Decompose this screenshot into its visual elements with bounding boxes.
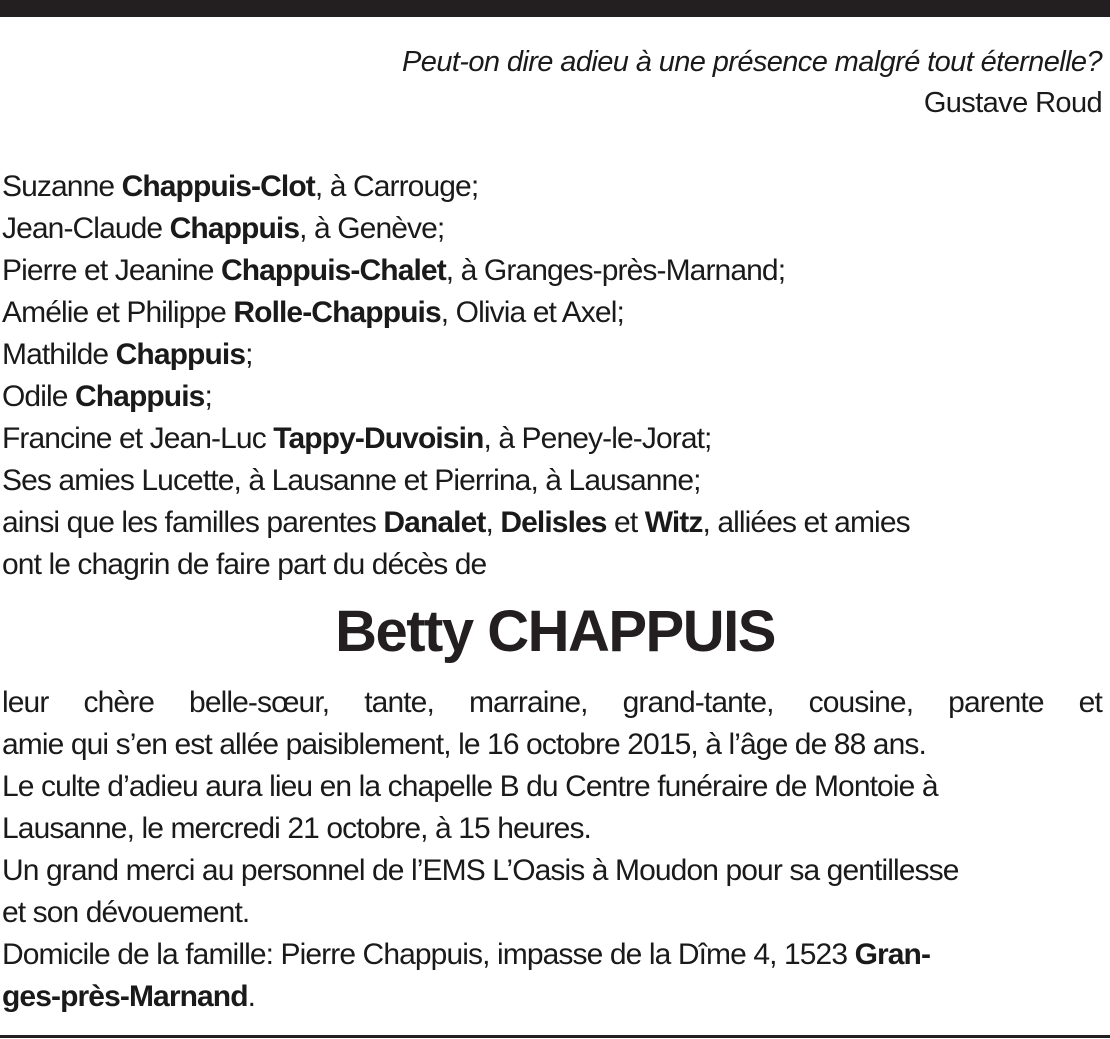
- bottom-rule: [0, 1035, 1110, 1038]
- body-word: tante,: [364, 686, 434, 719]
- domicile-line: [2, 934, 1102, 976]
- body-word: cousine,: [808, 686, 914, 719]
- domicile-town: ges-près-Marnand: [2, 980, 248, 1013]
- body-word: parente: [948, 686, 1044, 719]
- family-surname: Chappuis-Clot: [121, 170, 315, 203]
- family-surname: Chappuis: [115, 338, 246, 371]
- family-suffix: , à Carrouge;: [314, 170, 479, 203]
- related-families-line: [2, 502, 1106, 544]
- family-prefix: Amélie et Philippe: [2, 296, 234, 329]
- family-prefix: Suzanne: [2, 170, 122, 203]
- family-suffix: , à Granges-près-Marnand;: [445, 254, 786, 287]
- body-line: Lausanne, le mercredi 21 octobre, à 15 heures.: [2, 812, 591, 845]
- epigraph-author: Gustave Roud: [923, 87, 1102, 119]
- family-line: [2, 334, 1106, 376]
- family-suffix: , à Peney-le-Jorat;: [483, 422, 712, 455]
- body-line: et son dévouement.: [2, 896, 250, 929]
- epigraph-quote: Peut-on dire adieu à une présence malgré tout éternelle?: [402, 46, 1102, 78]
- family-surname: Chappuis-Chalet: [220, 254, 446, 287]
- family-line: [2, 250, 1106, 292]
- families-suffix: , alliées et amies: [702, 506, 910, 539]
- family-list: [2, 166, 1106, 586]
- families-separator: ,: [485, 506, 501, 539]
- family-line: [2, 418, 1106, 460]
- families-separator: et: [606, 506, 645, 539]
- body-word: marraine,: [468, 686, 588, 719]
- family-suffix: , à Genève;: [299, 212, 445, 245]
- family-line: [2, 208, 1106, 250]
- epigraph: [402, 42, 1102, 124]
- family-surname: Danalet: [383, 506, 486, 539]
- body-word: chère: [83, 686, 155, 719]
- domicile-period: .: [247, 980, 256, 1013]
- body-line-justified: [2, 682, 1102, 724]
- domicile-line-end: [2, 976, 1102, 1018]
- body-line: Un grand merci au personnel de l’EMS L’Oasis à Moudon pour sa gentillesse: [2, 854, 959, 887]
- family-prefix: Mathilde: [2, 338, 116, 371]
- family-prefix: Jean-Claude: [2, 212, 170, 245]
- body-word: et: [1078, 686, 1102, 719]
- friends-line: Ses amies Lucette, à Lausanne et Pierrina, à Lausanne;: [2, 464, 701, 497]
- family-surname: Chappuis: [74, 380, 205, 413]
- family-line: [2, 376, 1106, 418]
- family-suffix: , Olivia et Axel;: [440, 296, 624, 329]
- deceased-name: Betty CHAPPUIS: [335, 599, 775, 664]
- family-line: [2, 292, 1106, 334]
- body-word: leur: [2, 686, 49, 719]
- announcement-line: ont le chagrin de faire part du décès de: [2, 548, 487, 581]
- family-suffix: ;: [204, 380, 212, 413]
- families-prefix: ainsi que les familles parentes: [2, 506, 384, 539]
- body-line: amie qui s’en est allée paisiblement, le 16 octobre 2015, à l’âge de 88 ans.: [2, 728, 926, 761]
- body-line: Le culte d’adieu aura lieu en la chapelle B du Centre funéraire de Montoie à: [2, 770, 938, 803]
- family-surname: Rolle-Chappuis: [233, 296, 441, 329]
- family-surname: Witz: [644, 506, 703, 539]
- notice-body: [2, 682, 1102, 1018]
- family-surname: Chappuis: [169, 212, 300, 245]
- family-surname: Delisles: [500, 506, 607, 539]
- family-surname: Tappy-Duvoisin: [273, 422, 484, 455]
- family-line: [2, 166, 1106, 208]
- domicile-town: Gran-: [854, 938, 931, 971]
- body-word: belle-sœur,: [189, 686, 330, 719]
- family-prefix: Pierre et Jeanine: [2, 254, 221, 287]
- family-prefix: Odile: [2, 380, 75, 413]
- family-prefix: Francine et Jean-Luc: [2, 422, 274, 455]
- body-word: grand-tante,: [622, 686, 774, 719]
- domicile-text: Domicile de la famille: Pierre Chappuis, impasse de la Dîme 4, 1523: [2, 938, 855, 971]
- family-suffix: ;: [245, 338, 253, 371]
- top-rule: [0, 0, 1110, 17]
